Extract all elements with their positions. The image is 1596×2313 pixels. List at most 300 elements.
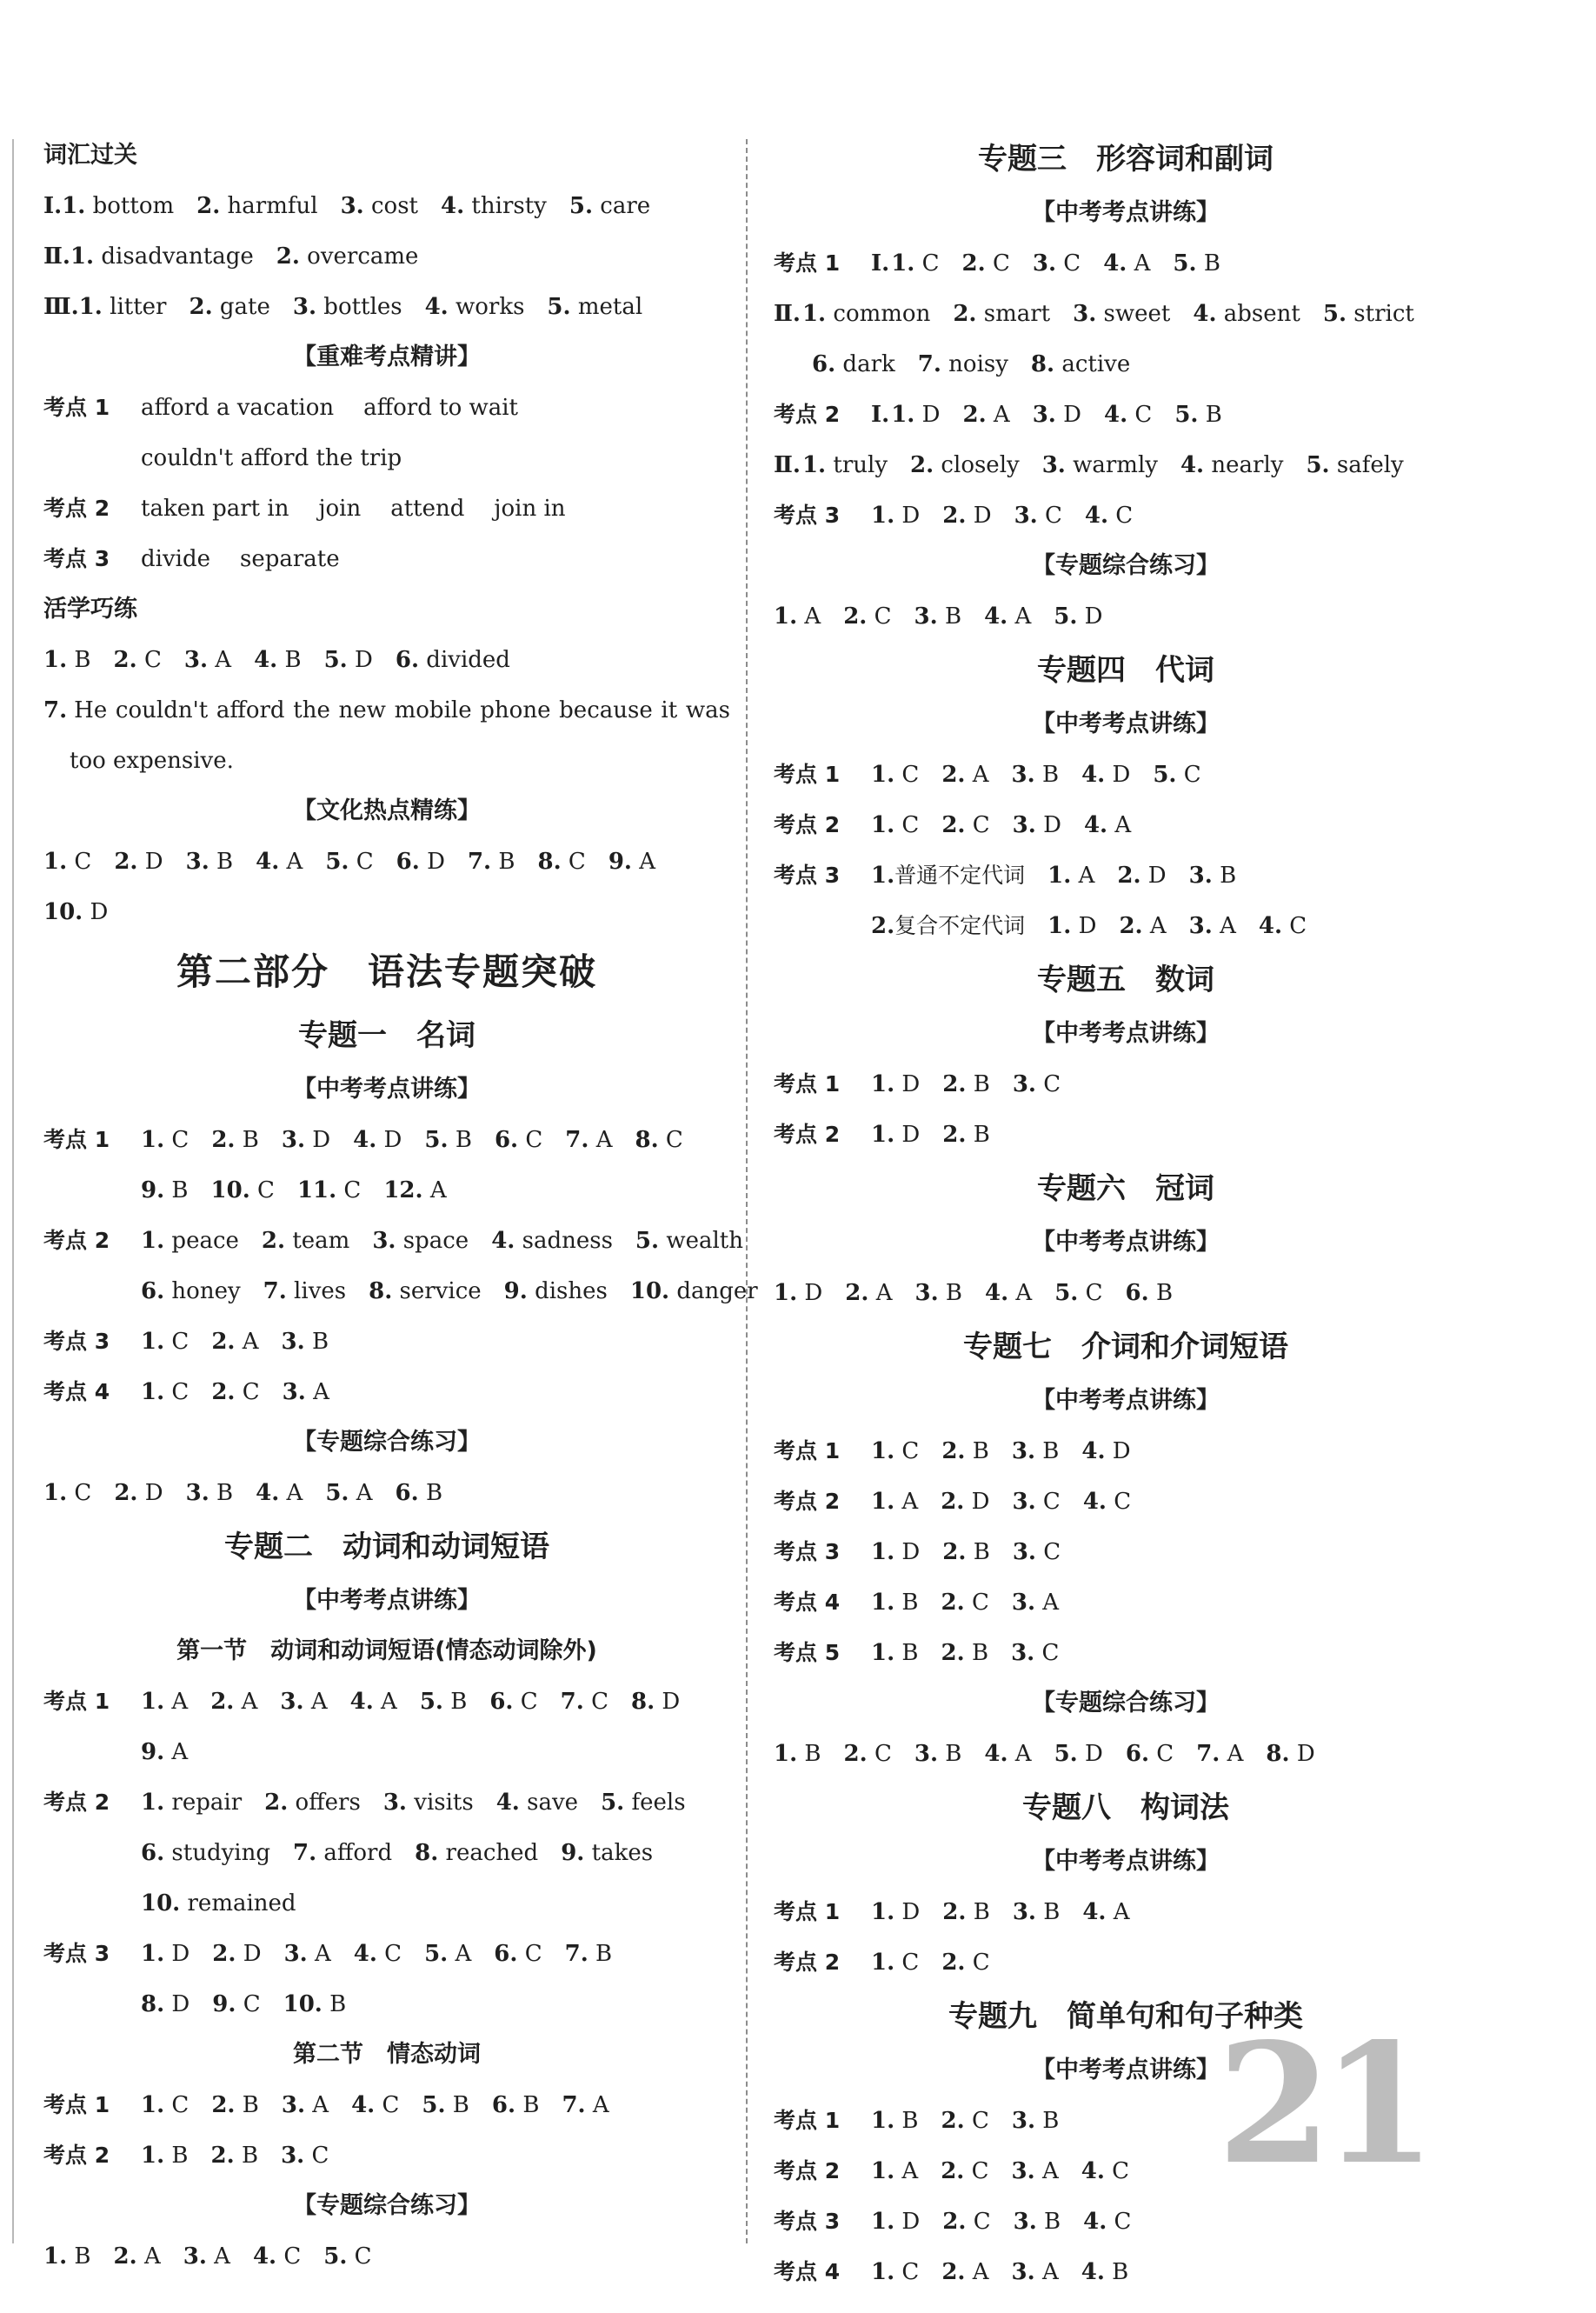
item-number: 1. — [43, 1480, 68, 1506]
page-number: 21 — [1217, 2007, 1426, 2201]
item-answer: peace — [164, 1228, 239, 1254]
item-number: 4. — [1193, 301, 1217, 327]
item-number: 5. — [1173, 250, 1197, 277]
kp-label: 考点 2 — [774, 1950, 841, 1975]
kp-label: 考点 2 — [774, 402, 841, 427]
answer-item — [871, 2158, 918, 2184]
item-number: 3. — [183, 647, 209, 673]
answer-group — [141, 2143, 351, 2169]
item-answer: D — [797, 1280, 823, 1306]
answer-group — [774, 1280, 1195, 1306]
answer-item — [43, 647, 91, 673]
item-answer: A — [1034, 2158, 1059, 2184]
item-number: 8. — [1030, 351, 1055, 377]
item-answer: B — [1035, 1899, 1061, 1925]
item-number: 4. — [491, 1228, 515, 1254]
answer-item — [941, 2108, 989, 2134]
item-number: 3. — [914, 603, 938, 630]
item-answer: C — [249, 1177, 275, 1203]
topic7-title: 专题七 介词和介词短语 — [963, 1330, 1288, 1364]
topic9-title: 专题九 简单句和句子种类 — [948, 1999, 1303, 2034]
answer-item — [1081, 762, 1130, 788]
kp-label: 考点 3 — [774, 2209, 841, 2234]
answer-item — [43, 849, 91, 875]
page-edge-line — [12, 139, 14, 2243]
item-answer: divided — [419, 647, 510, 673]
item-number: 3. — [1011, 2108, 1036, 2134]
answer-group — [141, 1840, 675, 1866]
t3-comp — [774, 591, 1478, 642]
answer-item — [114, 647, 162, 673]
answer-item — [211, 1329, 258, 1355]
item-number: 1. — [1047, 863, 1072, 889]
item-answer: C — [164, 1127, 190, 1153]
item-answer: C — [894, 812, 920, 838]
answer-item — [1013, 1071, 1061, 1097]
item-number: 3. — [1012, 1489, 1036, 1515]
item-number: 3. — [1011, 2259, 1035, 2285]
item-answer: A — [585, 2092, 609, 2118]
item-answer: takes — [584, 1840, 654, 1866]
answer-group — [774, 603, 1126, 630]
answer-item — [1042, 452, 1158, 478]
kp-label: 考点 2 — [774, 1122, 841, 1147]
item-answer: B — [1034, 762, 1060, 788]
item-number: 3. — [1012, 1539, 1036, 1565]
answer-item — [372, 1228, 469, 1254]
item-number: 1. — [871, 2259, 895, 2285]
topic2-title: 专题二 动词和动词短语 — [224, 1530, 549, 1564]
answer-item — [323, 2243, 371, 2270]
item-answer: B — [1035, 1438, 1060, 1464]
answer-item — [424, 1941, 471, 1967]
t7-kp2 — [774, 1476, 1478, 1527]
answer-item — [942, 1071, 990, 1097]
topic6-banner: 【中考考点讲练】 — [1032, 1229, 1220, 1256]
answer-item — [283, 1991, 347, 2017]
item-answer: D — [1077, 603, 1103, 630]
topic4-banner: 【中考考点讲练】 — [1032, 710, 1220, 737]
topic2-section1: 第一节 动词和动词短语(情态动词除外) — [176, 1637, 597, 1664]
answer-item — [941, 1950, 989, 1976]
item-answer: truly — [826, 452, 888, 478]
answer-item — [396, 849, 445, 875]
answer-item — [1012, 762, 1060, 788]
roman-numeral: Ⅰ. — [43, 193, 63, 219]
topic3-banner: 【中考考点讲练】 — [1032, 199, 1220, 226]
answer-item — [141, 1991, 190, 2017]
item-answer: D — [137, 1480, 163, 1506]
item-number: 4. — [1081, 762, 1106, 788]
answer-item — [871, 1590, 919, 1616]
item-answer: C — [164, 2092, 190, 2118]
answer-item — [210, 1689, 257, 1715]
item-number: 6. — [491, 2092, 516, 2118]
item-answer: A — [894, 1489, 919, 1515]
topic5-title: 专题五 数词 — [1037, 963, 1214, 997]
practice-q7 — [43, 685, 730, 786]
item-number: 1. — [141, 1329, 165, 1355]
answer-item — [914, 603, 962, 630]
t7-kp5 — [774, 1628, 1478, 1678]
item-number: 4. — [256, 849, 280, 875]
item-answer: B — [1196, 250, 1220, 277]
item-answer: C — [164, 1379, 190, 1405]
item-answer: C — [658, 1127, 683, 1153]
answer-item — [1081, 2259, 1129, 2285]
answer-item — [914, 1741, 962, 1767]
answer-group — [891, 402, 1245, 428]
item-number: 6. — [396, 849, 420, 875]
answer-item — [941, 1489, 989, 1515]
item-answer: B — [965, 1438, 989, 1464]
item-answer: bottom — [85, 193, 175, 219]
item-number: 3. — [280, 1689, 304, 1715]
item-number: 6. — [812, 351, 836, 377]
item-number: 3. — [1012, 812, 1036, 838]
item-answer: D — [164, 1991, 190, 2017]
t1-kp2-a — [43, 1216, 743, 1266]
vocab-line — [43, 282, 730, 332]
item-number: 2. — [210, 2143, 235, 2169]
answer-item — [802, 452, 888, 478]
t4-kp2 — [774, 800, 1478, 850]
item-answer: C — [1078, 1280, 1103, 1306]
item-answer: B — [322, 1991, 347, 2017]
item-number: 1. — [141, 1790, 165, 1816]
item-number: 2. — [845, 1280, 869, 1306]
t2-kp1-b — [43, 1727, 730, 1777]
answer-group — [871, 1071, 1083, 1097]
item-number: 2. — [264, 1790, 289, 1816]
topic7-banner: 【中考考点讲练】 — [1032, 1387, 1220, 1414]
item-answer: A — [422, 1177, 447, 1203]
item-number: 1. — [70, 243, 95, 270]
answer-item — [254, 647, 302, 673]
answer-group — [43, 1480, 465, 1506]
item-number: 7. — [560, 1689, 584, 1715]
item-answer: B — [445, 2092, 469, 2118]
answer-group — [871, 1640, 1081, 1666]
t2-s2-kp2 — [43, 2130, 730, 2181]
topic8-title: 专题八 构词法 — [1022, 1790, 1229, 1825]
item-answer: lives — [286, 1278, 347, 1304]
item-number: 8. — [415, 1840, 439, 1866]
answer-group — [141, 1739, 210, 1765]
kp-label: 考点 2 — [774, 2158, 841, 2183]
answer-item — [941, 1590, 989, 1616]
answer-group — [812, 351, 1153, 377]
item-number: 2. — [114, 1480, 138, 1506]
item-answer: C — [1149, 1741, 1174, 1767]
item-answer: B — [894, 2108, 919, 2134]
item-answer: wealth — [659, 1228, 743, 1254]
item-number: 1. — [871, 1590, 895, 1616]
item-number: 3. — [1041, 452, 1066, 478]
answer-item — [282, 1329, 329, 1355]
answer-item — [114, 2243, 161, 2270]
culture-banner: 【文化热点精练】 — [293, 797, 481, 824]
roman-numeral: Ⅰ. — [871, 402, 890, 428]
answer-item — [1073, 301, 1170, 327]
item-answer: sadness — [515, 1228, 613, 1254]
answer-group — [43, 849, 678, 875]
item-number: 6. — [494, 1941, 518, 1967]
answer-item — [141, 1379, 189, 1405]
topic2-section2: 第二节 情态动词 — [293, 2041, 481, 2068]
item-answer: A — [1071, 863, 1095, 889]
item-number: 4. — [1081, 2158, 1105, 2184]
item-answer: D — [894, 1539, 921, 1565]
item-number: 3. — [283, 1941, 308, 1967]
item-answer: C — [1035, 1489, 1061, 1515]
item-number: 5. — [424, 1941, 449, 1967]
answer-item — [942, 1539, 990, 1565]
item-number: 2. — [196, 193, 221, 219]
item-number: 5. — [1054, 1741, 1078, 1767]
phrase: couldn't afford the trip — [141, 445, 402, 471]
item-answer: A — [448, 1941, 472, 1967]
kp-label: 考点 2 — [43, 1790, 110, 1815]
answer-item — [491, 1228, 613, 1254]
item-answer: C — [375, 2092, 400, 2118]
answer-item — [953, 301, 1050, 327]
answer-item — [631, 1689, 680, 1715]
answer-item — [635, 1127, 682, 1153]
item-number: 9. — [141, 1177, 165, 1203]
item-answer: common — [826, 301, 931, 327]
phrase: taken part in — [141, 496, 289, 522]
item-number: 3. — [185, 849, 209, 875]
item-answer: A — [1107, 812, 1132, 838]
answer-item — [941, 2259, 988, 2285]
item-answer: B — [515, 2092, 540, 2118]
answer-item — [489, 1689, 537, 1715]
answer-item — [350, 1689, 397, 1715]
item-number: 8. — [1266, 1741, 1290, 1767]
answer-item — [383, 1790, 474, 1816]
phrase: separate — [240, 546, 340, 572]
t3-kp2-a — [774, 390, 1478, 440]
answer-item — [1033, 250, 1081, 277]
answer-group — [141, 1329, 351, 1355]
item-answer: D — [1077, 1741, 1103, 1767]
roman-numeral: Ⅱ. — [774, 452, 801, 478]
t2-kp2-c — [43, 1878, 730, 1929]
item-number: 3. — [281, 1127, 306, 1153]
item-number: 2. — [962, 402, 987, 428]
item-number: 2. — [941, 1489, 965, 1515]
item-answer: B — [491, 849, 515, 875]
phrase-group — [141, 496, 595, 522]
item-answer: D — [83, 899, 109, 925]
answer-item — [1081, 2158, 1129, 2184]
answer-group — [141, 1379, 352, 1405]
topic1-title: 专题一 名词 — [298, 1018, 475, 1053]
answer-item — [871, 2209, 920, 2235]
item-number: 2. — [942, 2209, 967, 2235]
answer-item — [425, 294, 525, 320]
item-number: 1. — [891, 250, 915, 277]
item-number: 4. — [1103, 250, 1127, 277]
kp-label: 考点 1 — [774, 1438, 841, 1463]
answer-group — [43, 899, 130, 925]
answer-item — [1126, 1280, 1174, 1306]
answer-item — [774, 1741, 821, 1767]
answer-item — [871, 1539, 920, 1565]
phrase: divide — [141, 546, 210, 572]
answer-item — [941, 1438, 989, 1464]
item-answer: C — [1176, 762, 1201, 788]
kp-label: 考点 2 — [774, 1489, 841, 1514]
answer-item — [263, 1278, 346, 1304]
item-number: 4. — [495, 1790, 520, 1816]
t1-kp1-b — [43, 1165, 730, 1216]
kp-label: 考点 4 — [43, 1379, 110, 1404]
item-answer: A — [206, 2243, 230, 2270]
item-number: 2. — [113, 2243, 137, 2270]
item-answer: A — [349, 1480, 373, 1506]
item-answer: C — [1035, 1071, 1061, 1097]
item-answer: D — [1071, 913, 1097, 939]
item-answer: A — [1034, 2259, 1059, 2285]
item-answer: B — [418, 1480, 443, 1506]
answer-item — [562, 2092, 608, 2118]
item-answer: B — [894, 1590, 919, 1616]
item-number: 10. — [141, 1890, 181, 1916]
answer-item — [141, 1739, 188, 1765]
answer-item — [396, 647, 510, 673]
item-number: 1. — [774, 1741, 798, 1767]
item-answer: C — [517, 1941, 542, 1967]
item-answer: C — [867, 603, 892, 630]
phrase: afford to wait — [363, 395, 519, 421]
item-answer: service — [392, 1278, 482, 1304]
item-number: 1. — [871, 863, 895, 889]
item-number: 2. — [114, 849, 138, 875]
t7-kp1 — [774, 1426, 1478, 1476]
item-number: 1. — [871, 1899, 895, 1925]
item-number: 6. — [395, 647, 420, 673]
item-answer: A — [1142, 913, 1167, 939]
kp1-line1 — [43, 383, 730, 433]
roman-numeral: Ⅱ. — [43, 243, 70, 270]
item-number: 4. — [254, 647, 278, 673]
item-number: 7. — [562, 2092, 586, 2118]
item-number: 3. — [281, 2092, 306, 2118]
answer-item — [1193, 301, 1300, 327]
answer-item — [1196, 1741, 1243, 1767]
answer-item — [843, 603, 891, 630]
item-answer: A — [373, 1689, 397, 1715]
item-answer: safely — [1329, 452, 1404, 478]
answer-item — [211, 1177, 275, 1203]
answer-item — [942, 1899, 990, 1925]
answer-item — [1047, 913, 1096, 939]
item-number: 3. — [372, 1228, 396, 1254]
item-number: 9. — [561, 1840, 585, 1866]
item-number: 1. — [871, 1950, 895, 1976]
answer-item — [141, 1890, 296, 1916]
item-answer: A — [1007, 603, 1032, 630]
answer-item — [284, 1941, 331, 1967]
item-number: 2. — [843, 1741, 868, 1767]
item-answer: C — [965, 1950, 990, 1976]
answer-group — [871, 1122, 1013, 1148]
answer-item — [293, 294, 402, 320]
answer-item — [420, 1689, 468, 1715]
item-number: 7. — [564, 1941, 589, 1967]
kp-label: 考点 5 — [774, 1640, 841, 1665]
answer-item — [910, 452, 1020, 478]
item-answer: nearly — [1204, 452, 1284, 478]
item-answer: D — [1289, 1741, 1315, 1767]
answer-item — [1013, 1899, 1061, 1925]
topic3-title: 专题三 形容词和副词 — [978, 142, 1273, 177]
answer-item — [1014, 2209, 1061, 2235]
answer-item — [183, 2243, 230, 2270]
answer-item — [293, 1840, 392, 1866]
item-answer: C — [583, 1689, 608, 1715]
item-answer: A — [868, 1280, 893, 1306]
item-number: 5. — [1153, 762, 1177, 788]
item-answer: afford — [316, 1840, 393, 1866]
item-answer: D — [894, 503, 921, 529]
item-number: 7. — [43, 697, 68, 723]
item-number: 6. — [141, 1840, 165, 1866]
item-answer: care — [593, 193, 651, 219]
t7-kp4 — [774, 1577, 1478, 1628]
item-answer: C — [336, 1177, 362, 1203]
item-answer: C — [894, 2259, 920, 2285]
item-answer: A — [235, 1329, 259, 1355]
item-number: 1. — [774, 603, 798, 630]
item-answer: C — [1282, 913, 1307, 939]
roman-numeral: Ⅰ. — [871, 250, 890, 277]
t4-kp3-b — [774, 901, 1478, 951]
answer-item — [1259, 913, 1307, 939]
item-answer: B — [209, 1480, 234, 1506]
item-answer: danger — [669, 1278, 758, 1304]
t5-kp1 — [774, 1059, 1478, 1110]
kp-label: 考点 2 — [43, 2143, 110, 2168]
item-number: 4. — [984, 1741, 1008, 1767]
item-number: 6. — [141, 1278, 165, 1304]
t3-kp1-a — [774, 238, 1478, 289]
answer-item — [871, 762, 919, 788]
item-number: 3. — [281, 2143, 305, 2169]
answer-item — [1031, 351, 1130, 377]
t1-kp4 — [43, 1367, 730, 1417]
item-number: 11. — [296, 1177, 337, 1203]
kp-label: 考点 2 — [43, 1228, 110, 1253]
item-number: 1. — [62, 193, 86, 219]
item-number: 7. — [917, 351, 941, 377]
t3-kp1-c — [774, 339, 1478, 390]
item-number: 5. — [1054, 1280, 1079, 1306]
item-number: 10. — [210, 1177, 250, 1203]
phrase: join in — [494, 496, 566, 522]
item-answer: visits — [407, 1790, 474, 1816]
answer-item — [871, 1899, 920, 1925]
phrase: afford a vacation — [141, 395, 335, 421]
item-number: 3. — [382, 1790, 407, 1816]
item-number: 2. — [941, 1438, 966, 1464]
item-answer: A — [1220, 1741, 1244, 1767]
item-answer: C — [964, 2158, 989, 2184]
phrase-group — [141, 395, 548, 421]
item-number: 2. — [941, 2259, 966, 2285]
